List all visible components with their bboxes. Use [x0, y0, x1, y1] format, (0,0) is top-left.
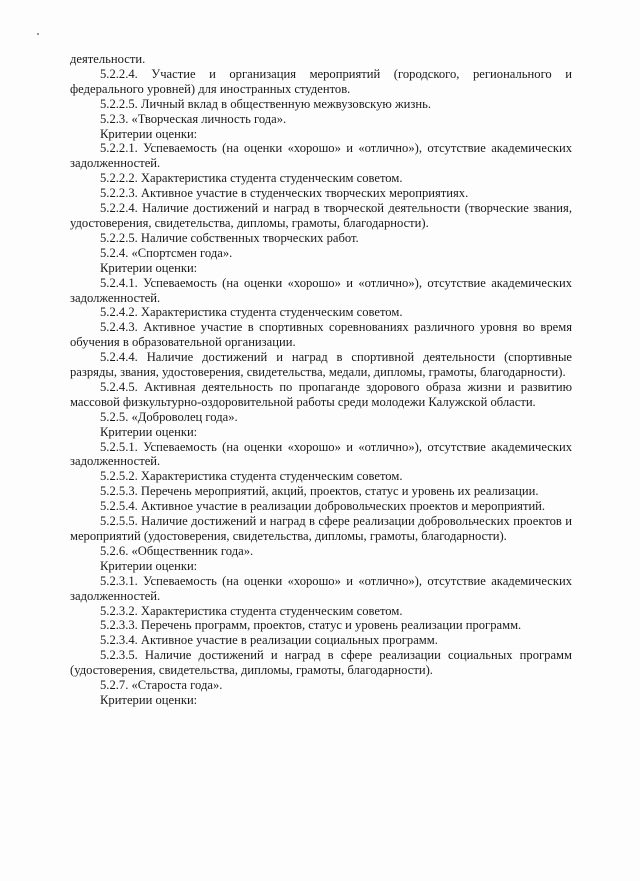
paragraph: 5.2.2.4. Наличие достижений и наград в творческой деятельности (творческие звания, удостоверения, свидетельства, дипломы, грамоты, благодарности).	[70, 201, 572, 230]
paragraph-continuation: деятельности.	[70, 52, 146, 66]
paragraph: 5.2.2.4. Участие и организация мероприятий (городского, регионального и федерального уровней) для иностранных студентов.	[70, 66, 572, 96]
criteria-label: Критерии оценки:	[100, 424, 198, 439]
section-heading: 5.2.7. «Староста года».	[100, 678, 223, 693]
paragraph: 5.2.5.5. Наличие достижений и наград в сфере реализации добровольческих проектов и мероприятий (удостоверения, свидетельства, дипломы, грамоты, благодарности).	[70, 514, 572, 543]
paragraph: 5.2.4.5. Активная деятельность по пропаганде здорового образа жизни и развитию массовой физкультурно-оздоровительной работы среди молодежи Калужской области.	[70, 379, 572, 409]
paragraph: 5.2.5.1. Успеваемость (на оценки «хорошо» и «отлично»), отсутствие академических задолженностей.	[70, 439, 572, 469]
paragraph: 5.2.4.1. Успеваемость (на оценки «хорошо» и «отлично»), отсутствие академических задолженностей.	[70, 275, 572, 305]
section-heading: 5.2.6. «Общественник года».	[100, 543, 254, 558]
scan-speck	[37, 33, 39, 35]
criteria-label: Критерии оценки:	[100, 260, 198, 275]
paragraph: 5.2.3.5. Наличие достижений и наград в сфере реализации социальных программ (удостоверения, свидетельства, дипломы, грамоты, благодарности).	[70, 648, 572, 678]
section-heading: 5.2.3. «Творческая личность года».	[100, 111, 287, 126]
section-heading: 5.2.5. «Доброволец года».	[100, 409, 238, 424]
section-heading: 5.2.4. «Спортсмен года».	[100, 245, 233, 260]
paragraph: 5.2.4.2. Характеристика студента студенческим советом.	[100, 305, 403, 320]
paragraph: 5.2.3.1. Успеваемость (на оценки «хорошо» и «отлично»), отсутствие академических задолженностей.	[70, 573, 572, 603]
document-body	[70, 52, 572, 708]
paragraph: 5.2.2.5. Наличие собственных творческих работ.	[100, 230, 359, 245]
paragraph: 5.2.4.4. Наличие достижений и наград в спортивной деятельности (спортивные разряды, звания, удостоверения, свидетельства, медали, дипломы, грамоты, благодарности).	[70, 350, 572, 380]
paragraph: 5.2.2.1. Успеваемость (на оценки «хорошо» и «отлично»), отсутствие академических задолженностей.	[70, 141, 572, 171]
paragraph: 5.2.5.4. Активное участие в реализации добровольческих проектов и мероприятий.	[100, 499, 546, 514]
paragraph: 5.2.3.2. Характеристика студента студенческим советом.	[100, 603, 403, 618]
paragraph: 5.2.4.3. Активное участие в спортивных соревнованиях различного уровня во время обучения в образовательной организации.	[70, 320, 572, 350]
paragraph: 5.2.5.3. Перечень мероприятий, акций, проектов, статус и уровень их реализации.	[100, 484, 539, 499]
criteria-label: Критерии оценки:	[100, 126, 198, 141]
criteria-label: Критерии оценки:	[100, 558, 198, 573]
paragraph: 5.2.3.3. Перечень программ, проектов, статус и уровень реализации программ.	[100, 618, 522, 633]
criteria-label: Критерии оценки:	[100, 692, 198, 707]
paragraph: 5.2.5.2. Характеристика студента студенческим советом.	[100, 469, 403, 484]
paragraph: 5.2.2.2. Характеристика студента студенческим советом.	[100, 171, 403, 186]
paragraph: 5.2.2.3. Активное участие в студенческих творческих мероприятиях.	[100, 186, 469, 201]
paragraph: 5.2.2.5. Личный вклад в общественную межвузовскую жизнь.	[100, 96, 431, 111]
paragraph: 5.2.3.4. Активное участие в реализации социальных программ.	[100, 633, 438, 648]
